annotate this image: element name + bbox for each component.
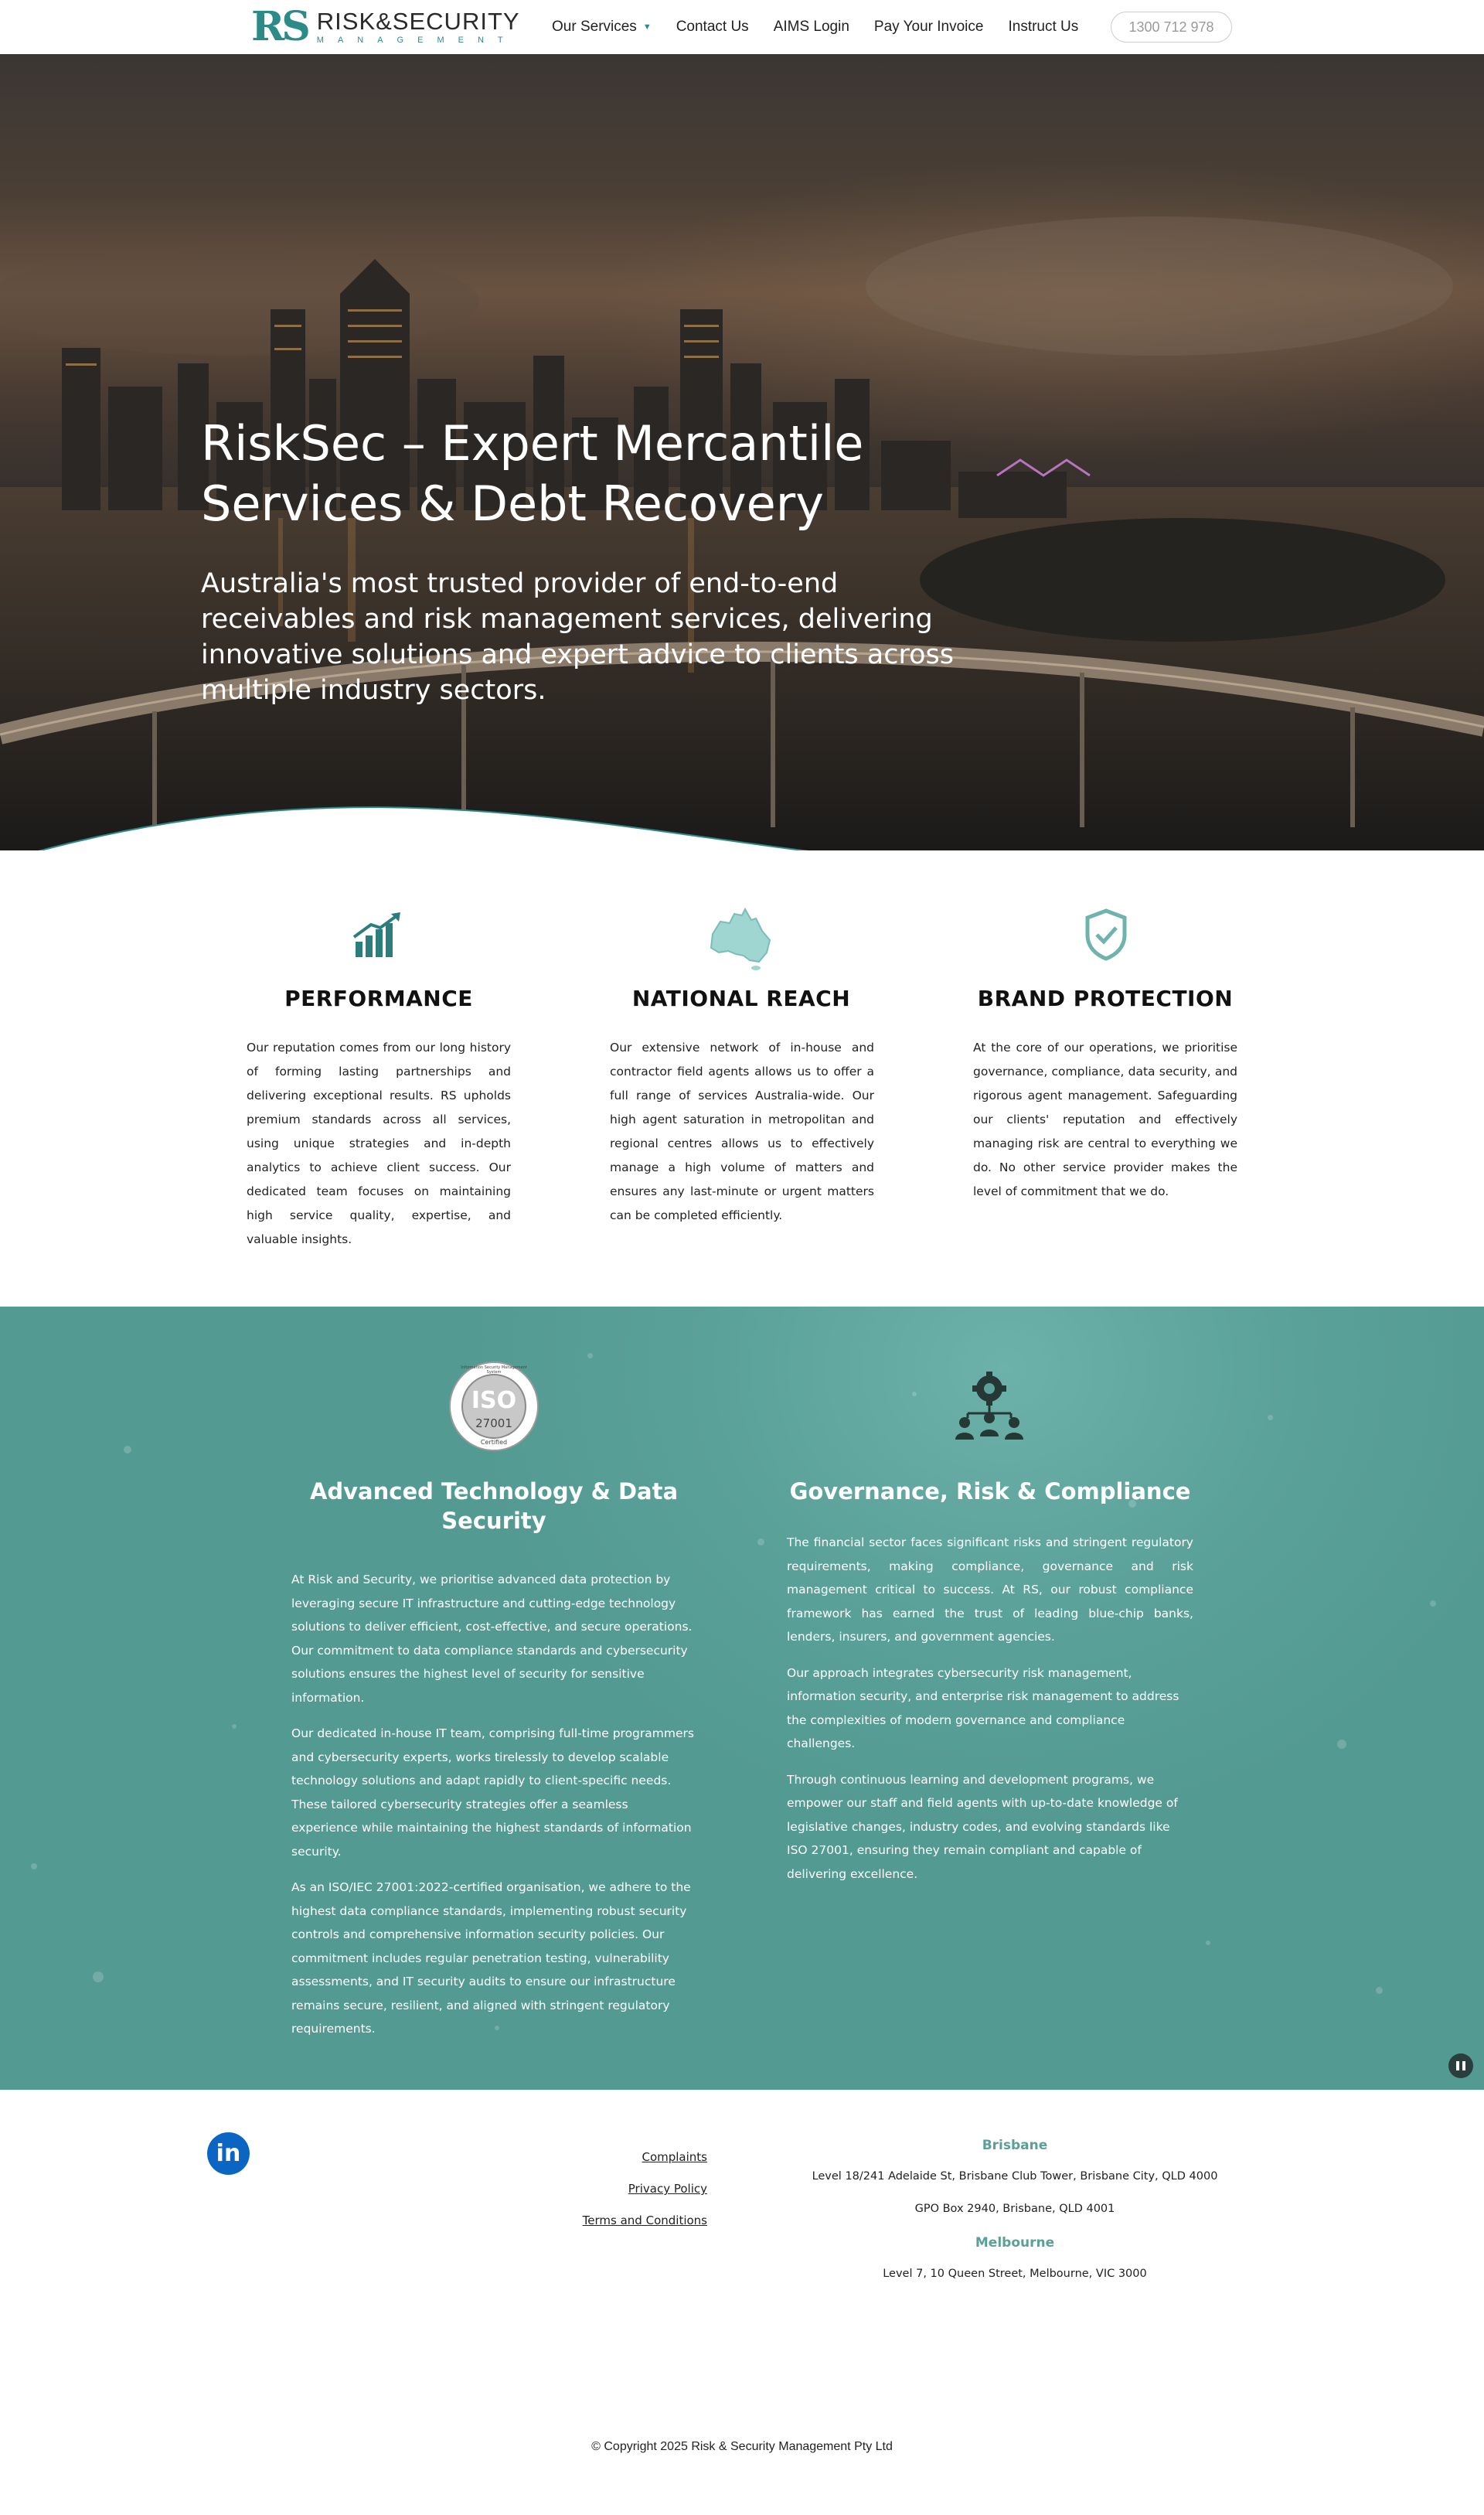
hero-title: RiskSec – Expert Mercantile Services & Debt Recovery: [201, 415, 864, 532]
compliance-section: [0, 1307, 1484, 2090]
governance-paragraph-3: Through continuous learning and development programs, we empower our staff and field agents with up-to-date knowledge of legislative changes, industry codes, and evolving standards like ISO 27001, ensuring they remain compliant and capable of delivering excellence.: [787, 1772, 1178, 1881]
tech-paragraph-2: Our dedicated in-house IT team, comprising full-time programmers and cybersecurity experts, works tirelessly to develop scalable technology solutions and adapt rapidly to client-specific needs. These tailored cybersecurity strategies offer a seamless experience while maintaining the highest standards of information security.: [291, 1726, 694, 1859]
feature-text-national-reach: Our extensive network of in-house and contractor field agents allows us to offer a full range of services Australia-wide. Our high agent saturation in metropolitan and regional centres allows us to effectively manage a high volume of matters and ensures any last-minute or urgent matters can be completed efficiently.: [610, 1041, 874, 1222]
iso-badge-certified-text: Certified: [480, 1439, 508, 1446]
footer-link-terms[interactable]: Terms and Conditions: [582, 2213, 707, 2227]
growth-chart-icon: [352, 912, 403, 963]
copyright-text: © Copyright 2025 Risk & Security Management Pty Ltd: [591, 2440, 893, 2453]
site-footer: [0, 2090, 1484, 2488]
features-section: [0, 850, 1484, 1307]
iso-badge-iso-text: ISO: [471, 1387, 517, 1414]
pause-animation-button[interactable]: [1448, 2053, 1473, 2078]
footer-links: [541, 2150, 707, 2245]
nav-aims-login[interactable]: AIMS Login: [773, 19, 849, 35]
feature-text-performance: Our reputation comes from our long history of forming lasting partnerships and delivering exceptional results. RS upholds premium standards across all services, using unique strategies and in-depth analytics to achieve client success. Our dedicated team focuses on maintaining high service quality, expertise, and valuable insights.: [247, 1041, 511, 1246]
tech-title: Advanced Technology & Data Security: [309, 1478, 679, 1534]
feature-title-national-reach: NATIONAL REACH: [631, 986, 851, 1011]
australia-map-icon: [705, 905, 774, 974]
footer-link-privacy[interactable]: Privacy Policy: [628, 2182, 707, 2196]
chevron-down-icon: ▼: [642, 22, 652, 32]
tech-paragraph-1: At Risk and Security, we prioritise advanced data protection by leveraging secure IT infrastructure and cutting-edge technology solutions to deliver efficient, cost-effective, and secure operations. Our commitment to data compliance standards and cybersecurity solutions ensures the highest level of security for sensitive information.: [291, 1573, 693, 1705]
iso-badge-top-text: Information Security Management System: [461, 1365, 527, 1375]
nav-our-services-label: Our Services: [552, 19, 637, 35]
tech-paragraph-3: As an ISO/IEC 27001:2022-certified organisation, we adhere to the highest data compliance standards, implementing robust security controls and comprehensive information security policies. Our commitment includes regular penetration testing, vulnerability assessments, and IT security audits to ensure our infrastructure remains secure, resilient, and aligned with stringent regulatory requirements.: [291, 1880, 691, 2036]
nav-our-services[interactable]: [552, 19, 652, 36]
logo[interactable]: [251, 5, 520, 49]
logo-wordmark: RISK&SECURITY: [316, 8, 520, 35]
nav-pay-invoice[interactable]: Pay Your Invoice: [873, 19, 984, 35]
pause-icon: [1456, 2061, 1459, 2070]
feature-title-performance: PERFORMANCE: [284, 986, 473, 1011]
governance-paragraph-1: The financial sector faces significant risks and stringent regulatory requirements, making compliance, governance and risk management critical to success. At RS, our robust compliance framework has earned the trust of leading blue-chip banks, lenders, insurers, and government agencies.: [787, 1535, 1193, 1644]
iso-27001-badge: [448, 1361, 539, 1452]
office-addresses: [787, 2138, 1243, 2300]
governance-title: Governance, Risk & Compliance: [789, 1478, 1191, 1505]
footer-link-complaints[interactable]: Complaints: [642, 2150, 707, 2164]
logo-mark: RS: [251, 3, 308, 50]
feature-title-brand-protection: BRAND PROTECTION: [977, 986, 1234, 1011]
shield-check-icon: [1084, 908, 1128, 964]
governance-body: [787, 1531, 1193, 1898]
office-city-brisbane: Brisbane: [982, 2138, 1048, 2153]
hero-wave-divider: [0, 792, 1484, 850]
feature-national-reach: [610, 1036, 874, 1228]
nav-instruct-us[interactable]: Instruct Us: [1008, 19, 1079, 35]
governance-paragraph-2: Our approach integrates cybersecurity risk management, information security, and enterprise risk management to address the complexities of modern governance and compliance challenges.: [787, 1665, 1179, 1750]
office-city-melbourne: Melbourne: [975, 2235, 1055, 2251]
office-address-brisbane-po: GPO Box 2940, Brisbane, QLD 4001: [914, 2203, 1115, 2215]
office-address-melbourne: Level 7, 10 Queen Street, Melbourne, VIC 3000: [883, 2268, 1147, 2280]
iso-badge-number: 27001: [475, 1416, 512, 1430]
feature-performance: [247, 1036, 511, 1252]
hero-section: [0, 54, 1484, 850]
site-header: [0, 0, 1484, 54]
phone-button[interactable]: 1300 712 978: [1111, 12, 1232, 43]
feature-text-brand-protection: At the core of our operations, we prioritise governance, compliance, data security, and rigorous agent management. Safeguarding our clients' reputation and effectively managing risk are central to everything we do. No other service provider makes the level of commitment that we do.: [973, 1041, 1237, 1198]
nav-contact-us[interactable]: Contact Us: [676, 19, 749, 35]
logo-tagline: MANAGEMENT: [316, 36, 517, 45]
logo-text: [317, 9, 520, 45]
tech-body: [291, 1568, 696, 2053]
office-address-brisbane-street: Level 18/241 Adelaide St, Brisbane Club Tower, Brisbane City, QLD 4000: [812, 2170, 1218, 2183]
feature-brand-protection: [973, 1036, 1237, 1204]
governance-team-icon: [951, 1368, 1028, 1443]
main-nav: [552, 0, 1103, 54]
linkedin-icon[interactable]: in: [207, 2132, 250, 2175]
hero-subtitle: Australia's most trusted provider of end-to-end receivables and risk management services, delivering innovative solutions and expert advice to clients across multiple industry sectors.: [201, 568, 954, 706]
